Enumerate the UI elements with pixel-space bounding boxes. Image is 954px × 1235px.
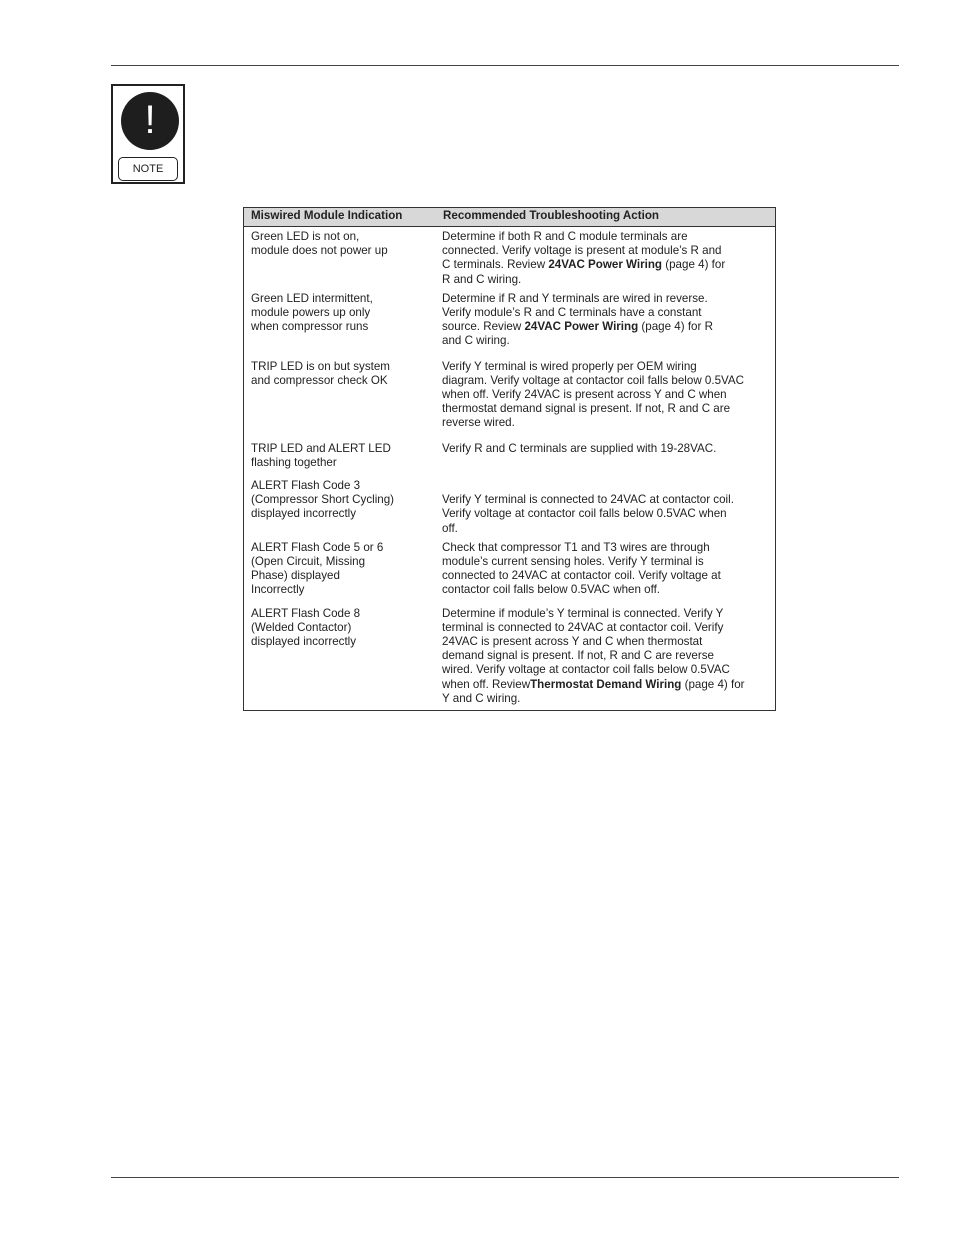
header-rule [111,65,899,66]
action-text: connected to 24VAC at contactor coil. Verify voltage at [442,569,721,583]
note-callout [111,84,185,184]
exclamation-symbol: ! [144,98,156,142]
action-line [442,479,769,493]
action-cell [436,604,776,711]
action-line [442,273,769,287]
action-text: C terminals. Review [442,258,549,272]
action-text-after: (page 4) for R [638,320,713,334]
action-line [442,507,769,521]
footer-rule [111,1177,899,1178]
table-row [244,227,776,289]
indication-line: Phase) displayed [251,569,340,583]
action-text: connected. Verify voltage is present at module’s R and [442,244,722,258]
action-text: thermostat demand signal is present. If not, R and C are [442,402,731,416]
indication-cell [244,289,437,357]
action-line [442,649,769,663]
action-text: Verify R and C terminals are supplied with 19-28VAC. [442,441,717,455]
action-text: module’s current sensing holes. Verify Y terminal is [442,555,704,569]
action-line [442,244,769,258]
action-line [442,402,769,416]
action-text: terminal is connected to 24VAC at contactor coil. Verify [442,620,724,634]
indication-line: flashing together [251,455,337,469]
action-line [442,522,769,536]
action-text: reverse wired. [442,416,515,430]
action-reference: 24VAC Power Wiring [524,320,639,334]
action-cell [436,476,776,538]
column-header-action: Recommended Troubleshooting Action [436,208,776,227]
action-text: Determine if R and Y terminals are wired in reverse. [442,291,708,305]
action-text: wired. Verify voltage at contactor coil falls below 0.5VAC [442,663,730,677]
table-row [244,604,776,711]
indication-line: module powers up only [251,306,371,320]
table-body [244,227,776,711]
action-line [442,292,769,306]
action-text: Y and C wiring. [442,691,521,705]
action-text: R and C wiring. [442,272,522,286]
indication-line: Green LED intermittent, [251,291,373,305]
action-line [442,442,769,456]
action-text: Check that compressor T1 and T3 wires are through [442,540,710,554]
action-line [442,678,769,692]
action-line [442,607,769,621]
action-reference: 24VAC Power Wiring [548,258,663,272]
note-label: NOTE [118,157,178,181]
indication-line: ALERT Flash Code 5 or 6 [251,540,384,554]
indication-line: (Compressor Short Cycling) [251,493,395,507]
indication-line: TRIP LED and ALERT LED [251,441,391,455]
indication-cell [244,476,437,538]
action-text: source. Review [442,320,525,334]
table-header-row [244,208,776,227]
action-cell [436,289,776,357]
indication-line: when compressor runs [251,320,369,334]
indication-line: TRIP LED is on but system [251,359,390,373]
action-line [442,621,769,635]
action-text: off. [442,521,458,535]
action-line [442,334,769,348]
indication-line: (Open Circuit, Missing [251,555,366,569]
action-cell [436,538,776,604]
action-line [442,258,769,272]
indication-line: Incorrectly [251,583,305,597]
action-text: Determine if both R and C module terminals are [442,230,688,243]
table-row [244,538,776,604]
action-text: Verify voltage at contactor coil falls below 0.5VAC when [442,507,727,521]
action-cell [436,227,776,289]
action-line [442,569,769,583]
action-line [442,416,769,430]
indication-cell [244,604,437,711]
indication-line: Green LED is not on, [251,230,360,243]
action-text: Determine if module’s Y terminal is connected. Verify Y [442,606,724,620]
indication-cell [244,357,437,439]
indication-line: module does not power up [251,244,388,258]
table-row [244,357,776,439]
action-line [442,388,769,402]
column-header-indication: Miswired Module Indication [244,208,437,227]
action-line [442,692,769,706]
action-text: demand signal is present. If not, R and C are reverse [442,649,714,663]
action-text: Verify Y terminal is wired properly per OEM wiring [442,359,697,373]
action-reference: Thermostat Demand Wiring [530,677,682,691]
action-line [442,360,769,374]
indication-cell [244,227,437,289]
indication-line: ALERT Flash Code 8 [251,606,361,620]
action-line [442,493,769,507]
action-text: 24VAC is present across Y and C when thermostat [442,635,703,649]
table-row [244,439,776,476]
action-text: when off. Verify 24VAC is present across Y and C when [442,388,727,402]
exclamation-icon [121,92,179,150]
indication-line: (Welded Contactor) [251,620,352,634]
action-text: and C wiring. [442,334,510,348]
action-cell [436,357,776,439]
table-row [244,476,776,538]
indication-line: ALERT Flash Code 3 [251,479,361,493]
indication-cell [244,439,437,476]
action-text: Verify module’s R and C terminals have a constant [442,306,702,320]
action-text-after: (page 4) for [662,258,726,272]
indication-line: and compressor check OK [251,373,388,387]
indication-line: displayed incorrectly [251,507,357,521]
action-text: diagram. Verify voltage at contactor coil falls below 0.5VAC [442,373,745,387]
troubleshooting-table [243,207,776,711]
action-text: contactor coil falls below 0.5VAC when off. [442,583,661,597]
action-line [442,306,769,320]
action-line [442,541,769,555]
action-line [442,230,769,244]
action-line [442,583,769,597]
action-line [442,320,769,334]
indication-cell [244,538,437,604]
action-text: Verify Y terminal is connected to 24VAC at contactor coil. [442,493,734,507]
action-line [442,555,769,569]
action-text: when off. Review [442,677,531,691]
action-line [442,663,769,677]
table-row [244,289,776,357]
action-text-after: (page 4) for [681,677,745,691]
action-cell [436,439,776,476]
action-line [442,635,769,649]
indication-line: displayed incorrectly [251,635,357,649]
action-line [442,374,769,388]
